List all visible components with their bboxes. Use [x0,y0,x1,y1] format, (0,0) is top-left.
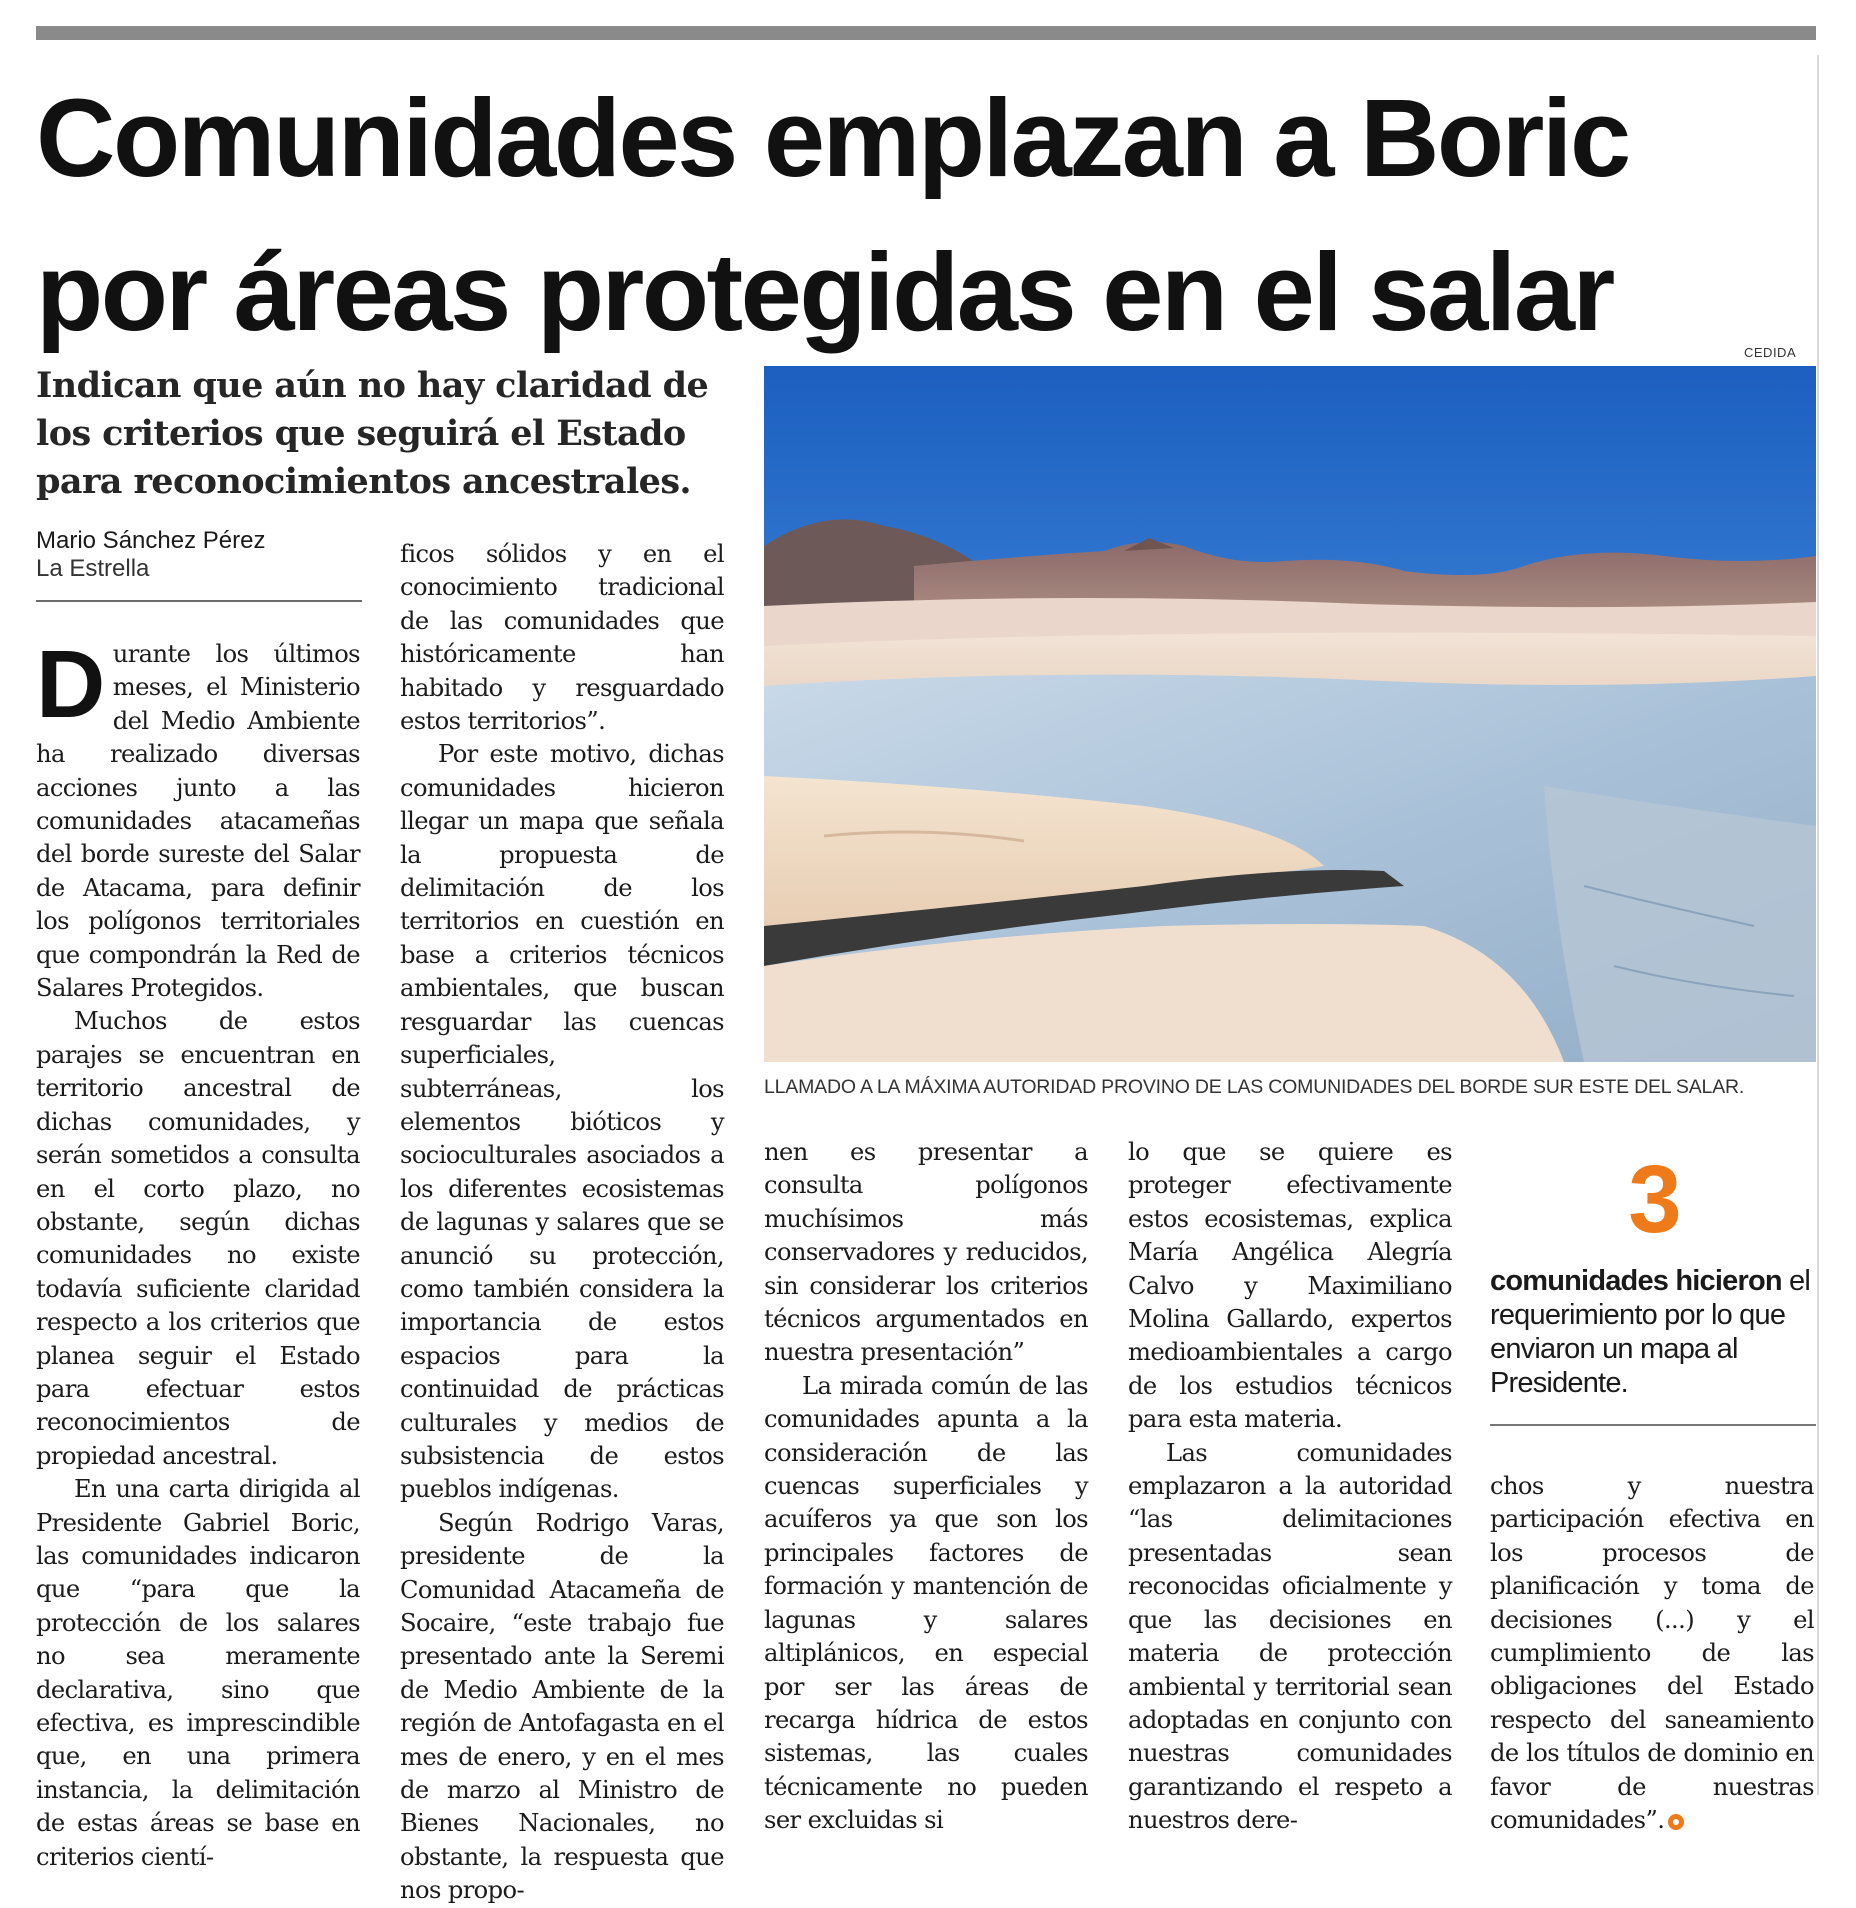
end-of-article-icon [1668,1814,1684,1830]
salar-landscape-illustration [764,366,1816,1062]
paragraph: Muchos de estos parajes se encuentran en territorio ancestral de dichas comunidades, y serán sometidos a consulta en el corto plazo, no obstante, según dichas comunidades no existe todavía suficiente claridad respecto a los criterios que planea seguir el Estado para efectuar estos reconocimientos de propiedad ancestral. [36,1007,360,1470]
highlight-rule [1490,1424,1816,1426]
paragraph: Las comunidades emplazaron a la autoridad “las delimitaciones presentadas sean reconocidas oficialmente y que las decisiones en materia de protección ambiental y territorial sean adoptadas en conjunto con nuestras comunidades garantizando el respeto a nuestros dere- [1128,1438,1452,1835]
headline-line-1: Comunidades emplazan a Boric [36,77,1629,200]
highlight-bold-text: comunidades hicieron [1490,1265,1782,1297]
article-column-5 [1490,1470,1814,1837]
article-column-4 [1128,1136,1452,1838]
paragraph: nen es presentar a consulta polígonos muchísimos más conservadores y reducidos, sin considerar los criterios técnicos argumentados en nuestra presentación” [764,1138,1088,1367]
top-rule-bar [36,26,1816,40]
paragraph [1490,1470,1814,1837]
highlight-rest-text: el requerimiento por lo que enviaron un mapa al Presidente. [1490,1265,1811,1399]
headline [36,62,1826,370]
outlet-name: La Estrella [36,555,150,582]
paragraph-text: chos y nuestra participación efectiva en los procesos de planificación y toma de decisiones (...) y el cumplimiento de las obligaciones del Estado respecto del saneamiento de los títulos de dominio en favor de nuestras comunidades”. [1490,1472,1814,1835]
headline-line-2: por áreas protegidas en el salar [36,231,1613,354]
deck-subheading: Indican que aún no hay claridad de los criterios que seguirá el Estado para reconocimientos ancestrales. [36,365,709,502]
highlight-text [1490,1264,1820,1400]
article-column-3 [764,1136,1088,1838]
paragraph [36,631,360,1005]
article-column-2 [400,538,724,1908]
drop-cap: D [36,631,105,738]
article-column-1 [36,631,360,1874]
photo-credit: CEDIDA [1744,345,1797,360]
paragraph: En una carta dirigida al Presidente Gabriel Boric, las comunidades indicaron que “para que la protección de los salares no sea meramente declarativa, sino que efectiva, es imprescindible que, en una primera instancia, la delimitación de estas áreas se base en criterios cientí- [36,1475,360,1871]
paragraph-text: urante los últimos meses, el Ministerio del Medio Ambiente ha realizado diversas acciones junto a las comunidades atacameñas del borde sureste del Salar de Atacama, para definir los polígonos territoriales que compondrán la Red de Salares Protegidos. [36,640,360,1003]
paragraph: lo que se quiere es proteger efectivamente estos ecosistemas, explica María Angélica Alegría Calvo y Maximiliano Molina Gallardo, expertos medioambientales a cargo de los estudios técnicos para esta materia. [1128,1138,1452,1434]
paragraph: La mirada común de las comunidades apunta a la consideración de las cuencas superficiales y acuíferos ya que son los principales factores de formación y mantención de lagunas y salares altiplánicos, en especial por ser las áreas de recarga hídrica de estos sistemas, las cuales técnicamente no pueden ser excluidas si [764,1371,1088,1835]
highlight-number: 3 [1628,1146,1682,1253]
paragraph: Según Rodrigo Varas, presidente de la Comunidad Atacameña de Socaire, “este trabajo fue presentado ante la Seremi de Medio Ambiente de la región de Antofagasta en el mes de enero, y en el mes de marzo al Ministro de Bienes Nacionales, no obstante, la respuesta que nos propo- [400,1508,724,1905]
author-name: Mario Sánchez Pérez [36,527,266,554]
paragraph: ficos sólidos y en el conocimiento tradicional de las comunidades que históricamente han habitado y resguardado estos territorios”. [400,540,724,736]
salar-landscape-photo [764,366,1816,1062]
paragraph: Por este motivo, dichas comunidades hicieron llegar un mapa que señala la propuesta de delimitación de los territorios en cuestión en base a criterios técnicos ambientales, que buscan resguardar las cuencas superficiales, subterráneas, los elementos bióticos y socioculturales asociados a los diferentes ecosistemas de lagunas y salares que se anunció su protección, como también considera la importancia de estos espacios para la continuidad de prácticas culturales y medios de subsistencia de estos pueblos indígenas. [400,740,724,1504]
byline-rule [36,600,362,602]
photo-caption: LLAMADO A LA MÁXIMA AUTORIDAD PROVINO DE LAS COMUNIDADES DEL BORDE SUR ESTE DEL SALAR. [764,1076,1745,1098]
